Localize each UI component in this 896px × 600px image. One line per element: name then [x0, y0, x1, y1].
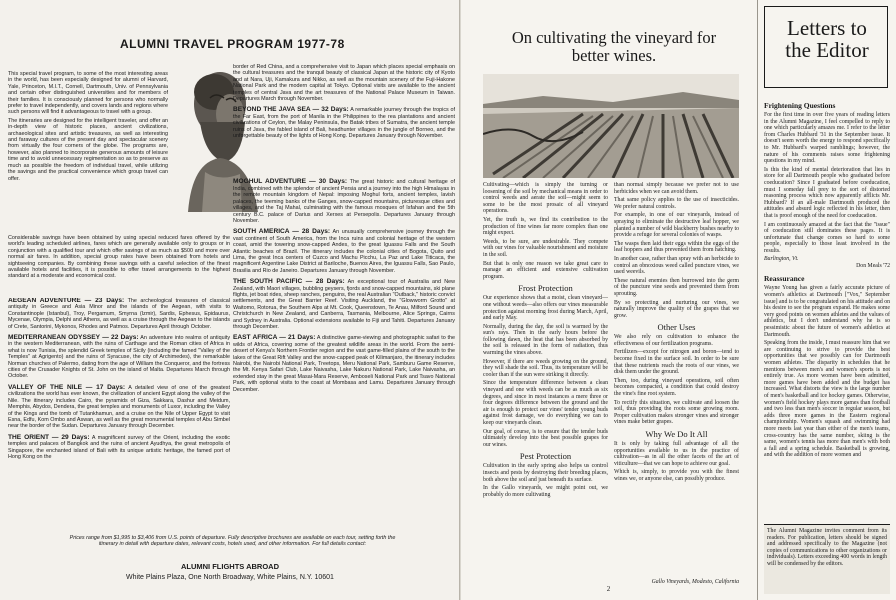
ad-paragraph: Our experience shows that a moist, clean vineyard—one without weeds—also offers our vines measurable protection against morning frost during March, April, and early May. — [483, 295, 608, 322]
tour-description: The great historic and cultural heritage of India, combined with the splendor of ancient Persia and a journey into the high Himalayas in the remote mountain kingdom of Nepal: imposing Moghul forts, ancient temples, lavish palaces, the teeming banks of the Ganges, snow-capped mountains, picturesque cities and villages, and the Taj Mahal, culminating with the famous mosques of Isfahan and the 5th century B.C. palace of Darius and Xerxes at Persepolis. Departures January through November. — [233, 179, 455, 224]
intro-paragraph: This special travel program, to some of the most interesting areas in the world, has been especially designed for alumni of Harvard, Yale, Princeton, M.I.T., Cornell, Dartmouth, Univ. of Pennsylvania and certain other distinguished universities and for members of their families. It is consciously planned for persons who normally prefer to travel independently, and covers lands and regions where such persons will find it advantageous to travel with a group. — [8, 71, 168, 116]
tour-entry — [233, 279, 455, 330]
letter-place: Burlington, Vt. — [764, 256, 799, 263]
tour-description: An unusually comprehensive journey through the vast continent of South America, from the Inca ruins and colonial heritage of the western coast, amid the towering snow-capped Andes, to the great Iguassu Falls and the South Atlantic beaches of Brazil. The itinerary includes the colonial cities of Bogota, Quito and Lima, the great Inca centers of Cuzco and Machu Picchu, La Paz and Lake Titicaca, the magnificent Argentine Lake District at Bariloche, Buenos Aires, the Iguassu Falls, Sao Paulo, Brasilia and Rio de Janeiro. Departures January through November. — [233, 229, 455, 274]
letters-title-box — [764, 6, 888, 88]
tour-description: An exceptional tour of Australia and New Zealand, with Maori villages, bubbling geysers, fjords and snow-capped mountains, ski plane flights, jet boat rides, sheep ranches, penguins, the real Australian "Outback," historic convict settlements, and the Great Barrier Reef. Visiting Auckland, the "Glowworm Grotto" at Waitomo, Rotorua, the Southern Alps at Mt. Cook, Queenstown, Te Anau, Milford Sound and Christchurch in New Zealand, and Canberra, Tasmania, Melbourne, Alice Springs, Cairns and Sydney in Australia. Optional extensions available to Fiji and Tahiti. Departures January through December. — [233, 279, 455, 330]
tour-entry — [233, 107, 455, 139]
tour-entry — [8, 335, 230, 380]
ad-paragraph: That same policy applies to the use of insecticides. We prefer natural controls. — [614, 197, 739, 210]
photo-caption: Gallo Vineyards, Modesto, California — [651, 579, 739, 585]
ad-paragraph: Cultivating—which is simply the turning or loosening of the soil by mechanical means in order to control weeds and aerate the soil—might seem to some to be the most prosaic of all vineyard operations. — [483, 182, 608, 215]
tour-description: The archeological treasures of classical antiquity in Greece and Asia Minor and the islands of the Aegean, with visits to Constantinople (Istanbul), Troy, Pergamum, Smyrna (Izmir), Sardis, Ephesus, Epidaurus, Mycenae, Olympia, Delphi and Athens, as well as a cruise through the Aegean to the islands of Crete, Santorini, Mykonos, Rhodes and Patmos. Departures April through October. — [8, 298, 230, 330]
tour-description: A magnificent survey of the Orient, including the exotic temples and palaces of Bangkok and the ruins of ancient Ayudhya, the great metropolis of Singapore, the enchanted island of Bali with its unique artistic heritage, the famed port of Hong Kong on the — [8, 434, 230, 460]
ad-paragraph: Then, too, during vineyard operations, soil often becomes compacted, a condition that could destroy the vine's fine root system. — [614, 377, 739, 398]
tour-entry — [8, 435, 230, 461]
intro-column — [8, 71, 168, 246]
letter-signature-row — [764, 256, 890, 270]
ad-paragraph: However, if there are weeds growing on the ground, they will shade the soil. Thus, its temperature will be cooler than if the sun were striking it directly. — [483, 358, 608, 378]
ad-paragraph: For example, in one of our vineyards, instead of spraying to eliminate the destructive leaf hopper, we planted a number of wild blackberry bushes nearby to provide a refuge for several colonies of wasps. — [614, 212, 739, 239]
ad-paragraph: than normal simply because we prefer not to use herbicides when we can avoid them. — [614, 182, 739, 195]
tour-name: THE SOUTH PACIFIC — 28 Days: — [233, 278, 345, 286]
intro-paragraph: The itineraries are designed for the intelligent traveler, and offer an in-depth view of historic places, ancient civilizations, archaeological sites and artistic treasures, as well as interesting and faraway cultures of the present day and spectacular scenery from virtually the four corners of the globe. The programs are, however, also planned to incorporate generous amounts of leisure time and to avoid unnecessary regimentation so as to preserve as much as possible the freedom of individual travel, while utilizing the savings and the practical convenience which group travel can offer. — [8, 117, 168, 182]
tours-column-1 — [8, 298, 230, 520]
ad-paragraph: Cultivation in the early spring also helps us control insects and pests by destroying their breeding places, both above the soil and just beneath its surface. — [483, 463, 608, 483]
ad-paragraph: Fertilizers—except for nitrogen and boron—tend to become fixed in the surface soil. In order to be sure that these nutrients reach the roots of our vines, we disk them under the ground. — [614, 349, 739, 376]
tour-name: SOUTH AMERICA — 28 Days: — [233, 228, 331, 236]
letter-paragraph: Wayne Young has given a fairly accurate picture of women's athletics at Dartmouth ["Vox," September issue] and is to be congratulated on his attitude and on his desire to see the program expand. He makes some very good points on women athletes and the values of athletics, but I don't understand why he is so pessimistic about the future of women's athletics at Dartmouth. — [764, 285, 890, 338]
intro-paragraph: Considerable savings have been obtained by using special reduced fares offered by the world's leading scheduled airlines, fares which are generally available only to groups or in conjunction with a qualified tour and which offer savings of as much as $500 and more over normal air fares. In addition, special group rates have been obtained from hotels and sightseeing companies. By combining these savings with a careful selection of the finest available hotels and facilities, it is possible to offer travel arrangements to the highest standard at a moderate and economical cost. — [8, 235, 230, 280]
tour-entry — [233, 179, 455, 224]
tour-name: BEYOND THE JAVA SEA — 32 Days: — [233, 106, 349, 114]
frost-protection-heading: Frost Protection — [518, 283, 573, 294]
vineyard-ad — [461, 0, 756, 600]
letter-heading: Frightening Questions — [764, 101, 836, 110]
tours-column-2 — [233, 64, 455, 528]
ad-paragraph: But that is only one reason we take great care to manage an efficient and extensive cultivation program. — [483, 260, 608, 280]
letters-title: Letters to the Editor — [785, 16, 869, 62]
ad-column-1 — [483, 182, 608, 592]
page-title: ALUMNI TRAVEL PROGRAM 1977-78 — [120, 37, 345, 51]
contact-name: ALUMNI FLIGHTS ABROAD — [180, 562, 280, 571]
ad-paragraph: These natural enemies then burrowed into the germ of the puncture vine seeds and prevented them from sprouting. — [614, 277, 739, 297]
ad-paragraph: By so protecting and nurturing our vines, we naturally improve the quality of the grapes that we grow. — [614, 299, 739, 319]
pest-protection-heading: Pest Protection — [519, 451, 572, 462]
ad-paragraph: Normally, during the day, the soil is warmed by the sun's rays. Then in the early hours before the following dawn, the heat that has been absorbed by the soil is released in the form of radiation, thus warming the vines above. — [483, 323, 608, 357]
letters-body — [764, 97, 890, 517]
tour-name: THE ORIENT — 29 Days: — [8, 433, 90, 441]
letters-policy-box — [764, 524, 890, 594]
tour-entry — [8, 298, 230, 330]
letter-heading: Reassurance — [764, 274, 805, 284]
ad-paragraph: The wasps then laid their eggs within the eggs of the leaf hoppers and thus prevented them from hatching. — [614, 240, 739, 254]
why-we-do-it-heading: Why We Do It All — [645, 429, 708, 439]
ad-paragraph: To rectify this situation, we cultivate and loosen the soil, thus providing the roots some growing room. Proper cultivation makes stronger vines and stronger vines make better grapes. — [614, 399, 739, 426]
tour-name: VALLEY OF THE NILE — 17 Days: — [8, 383, 126, 391]
letter-paragraph: For the first time in over five years of reading letters in the Alumni Magazine, I feel compelled to reply to one which particularly amazes me. I refer to the letter from Charles Hubbard '31 in the September issue. It doesn't seem worth the energy to respond specifically to Mr. Hubbard's warped ramblings; however, the nature of his comments raises some frightening questions in my mind. — [764, 112, 890, 165]
letter-paragraph: Speaking from the inside, I must reassure him that we are continuing to strive to provide the best opportunities that we possibly can for Dartmouth women athletes. The disparity in schedules that he mentions between men's and women's sports is not entirely true. As more women have been admitted, more games have been added and the budget has increased. What distorts the view is the large number of men's basketball and ice hockey games. Otherwise, women's field hockey plays more games than football and two less than men's soccer in regular season, but adds three more games in the Eastern regional championship. Women's squash and swimming had more meets last year than either of the men's teams, cross-country has the same number, skiing is the same, women's tennis has more than men's with both a fall and a spring schedule. Basketball is growing, and with the addition of more women and — [764, 340, 890, 459]
contact-address: White Plains Plaza, One North Broadway, White Plains, N.Y. 10601 — [126, 574, 334, 581]
page-number: 2 — [606, 585, 611, 593]
tour-entry — [233, 229, 455, 274]
vineyard-photo — [483, 74, 739, 178]
magazine-page — [461, 0, 896, 600]
tour-entry — [233, 335, 455, 393]
tour-name: MOGHUL ADVENTURE — 30 Days: — [233, 178, 348, 186]
ad-paragraph: Since the temperature difference between a clean vineyard and one with weeds can be as much as six degrees, and since in most instances a mere three or four degrees difference between the ground and the air is enough to protect our vines' tender young buds against frost damage, we do everything we can to keep our vineyards clean. — [483, 380, 608, 426]
tour-description: A detailed view of one of the greatest civilizations the world has ever known, the civilization of ancient Egypt along the valley of the Nile. The itinerary includes Cairo, the pyramids of Giza, Sakkara, Dashur and Meidum, Memphis, Abydos, Dendera, the great temples and monuments of Luxor, including the Valley of the Kings and the tomb of Tutankhamun, and a cruise on the Nile of Upper Egypt to visit Esna, Edfu, Kom Ombo and Aswan, as well as the great monumental temples of Abu Simbel near the border of the Sudan. Departures January through December. — [8, 384, 230, 430]
ad-paragraph: Our goal, of course, is to ensure that the tender buds ultimately develop into the best possible grapes for our wines. — [483, 428, 608, 448]
letter-signature: Don Meals '72 — [856, 263, 890, 270]
ad-column-2 — [614, 182, 739, 577]
letters-policy-note: The Alumni Magazine invites comment from its readers. For publication, letters should be signed and addressed specifically to the Magazine (not copies of communications to other organizations or individuals). Letters exceeding 400 words in length will be condensed by the editors. — [767, 528, 887, 567]
tour-name: EAST AFRICA — 21 Days: — [233, 334, 316, 342]
ad-paragraph: Weeds, to be sure, are undesirable. They compete with our vines for valuable nourishment and moisture in the soil. — [483, 238, 608, 258]
ad-headline: On cultivating the vineyard for better wines. — [511, 28, 717, 65]
tour-name: AEGEAN ADVENTURE — 23 Days: — [8, 298, 125, 304]
letter-paragraph: I am continuously amazed at the fact that the "issue" of coeducation still dominates these pages. It is unfortunate that change comes so hard to some people, especially to those least involved in the results. — [764, 221, 890, 254]
tour-description: A distinctive game-viewing and photographic safari to the wilds of Africa, covering some of the greatest wildlife areas in the world. From the semi-desert of Kenya's Northern Frontier region and the vast game-filled plains of the south to the lakes of the Great Rift Valley and the snow-capped peak of Kilimanjaro, the itinerary includes Nairobi, the Nairobi National Park, Treetops, Meru National Park, Samburu Game Reserve, the Mt. Kenya Safari Club, Lake Naivasha, Lake Nakuru National Park, Lake Naivasha, an extended stay in the great Masai-Mara Reserve, Amboseli National Park and Tsavo National Park, with optional visits to the coast at Mombasa and Lamu. Departures January through December. — [233, 335, 455, 393]
prices-note: Prices range from $1,995 to $3,406 from U.S. points of departure. Fully descriptive brochures are available on each tour, setting forth the itinerary in detail with departure dates, relevant costs, hotels used, and other information. For full details contact: — [69, 535, 396, 548]
ad-paragraph: It is only by taking full advantage of all the opportunities available to us in the practice of cultivation—as in all the other facets of the art of viticulture—that we can hope to achieve our goal. — [614, 441, 739, 467]
ad-paragraph: We also rely on cultivation to enhance the effectiveness of our fertilization programs. — [614, 334, 739, 347]
ad-paragraph: In another case, rather than spray with an herbicide to control an obnoxious weed called puncture vines, we used weevils. — [614, 255, 739, 276]
letters-column — [757, 0, 896, 600]
ad-paragraph: Yet, the truth is, we find its contribution to the production of fine wines far more complex than one might expect. — [483, 216, 608, 237]
tour-description: An adventure into realms of antiquity in the western Mediterranean, with the ruins of Carthage and the Roman cities of Africa in what is now Tunisia, the splendid Greek temples of Sicily (including the famed "Valley of the Temples" at Agrigento) and the ruins of Syracuse, the city of Archimedes), the remarkable Norman churches of Palermo, dating from the age of William the Conqueror, and the fortress cities of the Crusader Knights of St. John on the island of Malta. Departures March through October. — [8, 335, 230, 380]
savings-paragraph-block — [8, 235, 230, 295]
letter-paragraph: Is this the kind of mental deterioration that lies in store for all Dartmouth people who graduated before coeducation? Since I graduated before coeducation, must I someday fall prey to the sort of distorted reasoning process which now apparently afflicts Mr. Hubbard? If an all-male Dartmouth produced the attitudes and absurd logic reflected in his letter, then that is proof enough of the need for coeducation. — [764, 166, 890, 219]
ad-paragraph: In the Gallo vineyards, we might point out, we probably do more cultivating — [483, 485, 608, 498]
ad-paragraph: Which is, simply, to provide you with the finest wines we, or anyone else, can possibly produce. — [614, 469, 739, 482]
tour-entry — [8, 385, 230, 430]
tour-name: MEDITERRANEAN ODYSSEY — 22 Days: — [8, 334, 139, 342]
other-uses-heading: Other Uses — [657, 322, 696, 333]
tour-description: A remarkable journey through the tropics of the Far East, from the port of Manila in the Philippines to the rea plantations and ancient civilizations of Ceylon, the Malay Peninsula, the Batak tribes of Sumatra, the ancient temple ruins of Java, the fabled island of Bali, headhunter villages in the jungle of Borneo, and the unforgettable beauty of the lights of Hong Kong. Departures January through November. — [233, 107, 455, 140]
tour-continuation: border of Red China, and a comprehensive visit to Japan which places special emphasis on the cultural treasures and the tranquil beauty of classical Japan at the historic city of Kyoto and at Nara, Uji, Kamakura and Nikko, as well as the mountain scenery of the Fuji-Hakone National Park and the modern capital at Tokyo. Optional visits are available to the ancient temples of central Java and the art treasures of the National Palace Museum in Taiwan. Departures March through November. — [233, 64, 455, 103]
